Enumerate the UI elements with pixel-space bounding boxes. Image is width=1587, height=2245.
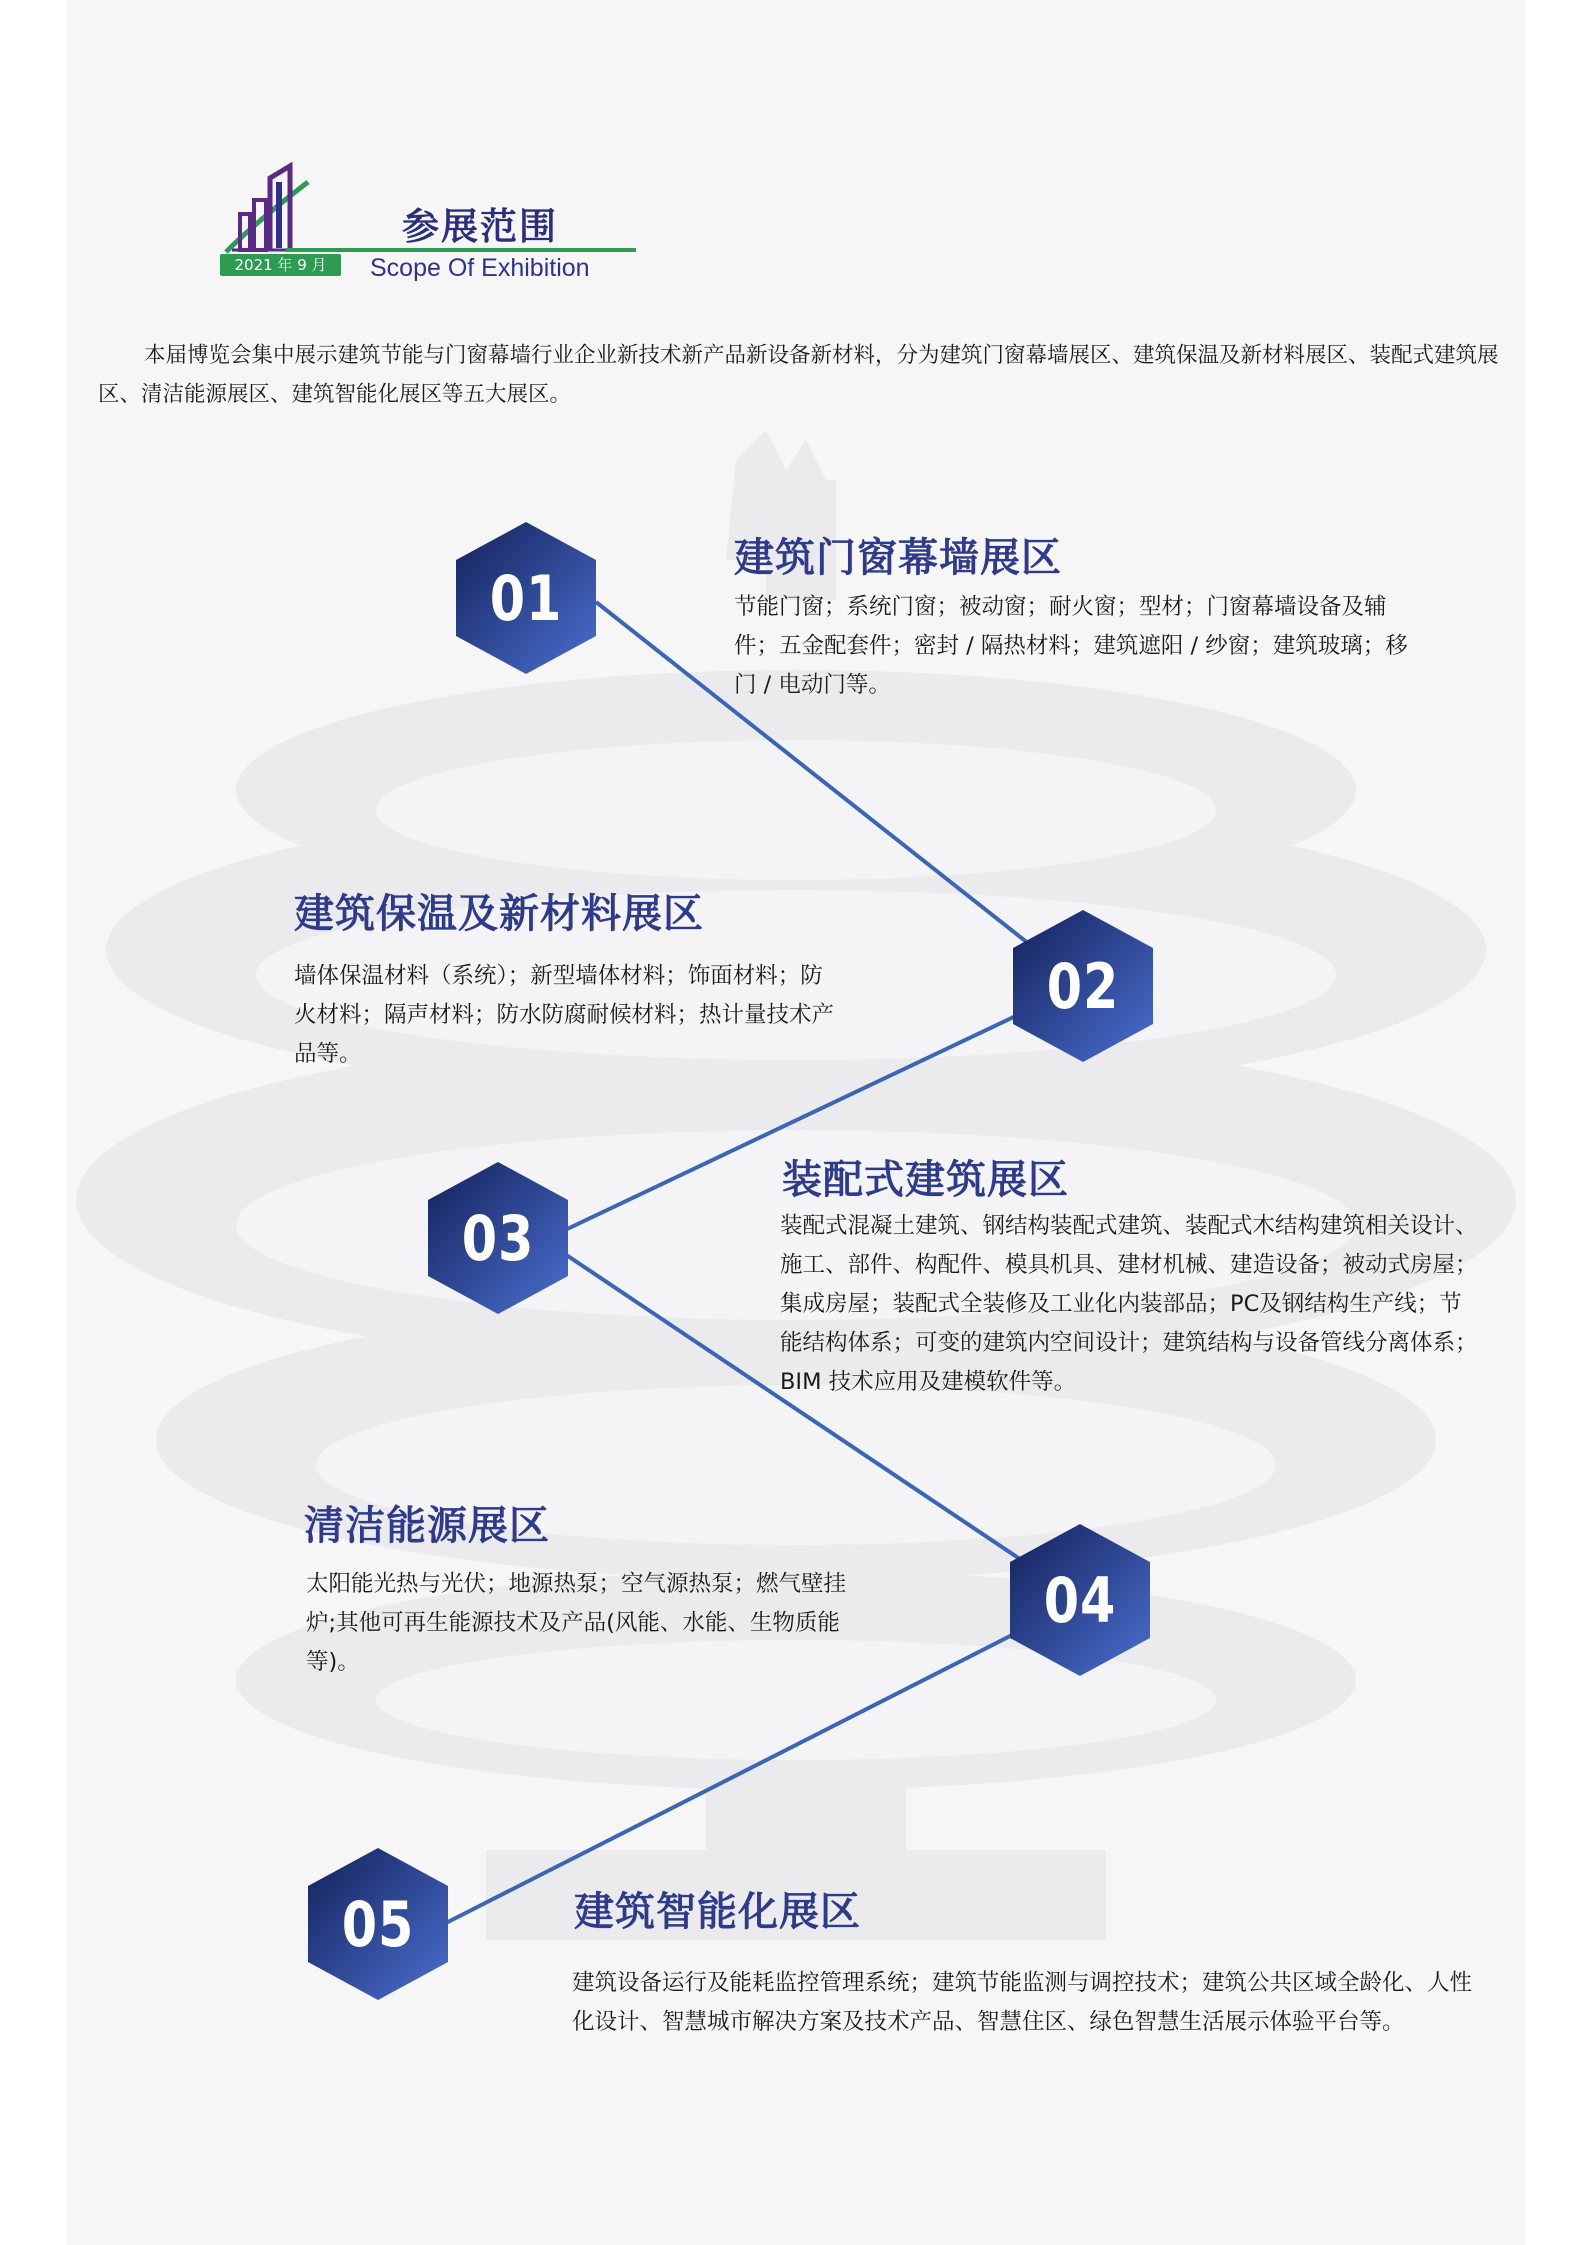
zone-title: 装配式建筑展区 — [782, 1157, 1069, 1203]
zone-number: 05 — [341, 1887, 415, 1961]
zone-number: 02 — [1046, 949, 1120, 1023]
zone-number-hexagon — [1013, 910, 1153, 1062]
zone-number: 04 — [1043, 1563, 1117, 1637]
zone-description: 节能门窗；系统门窗；被动窗；耐火窗；型材；门窗幕墙设备及辅件；五金配套件；密封 / 隔热材料；建筑遮阳 / 纱窗；建筑玻璃；移门 / 电动门等。 — [734, 594, 1408, 698]
intro-paragraph: 本届博览会集中展示建筑节能与门窗幕墙行业企业新技术新产品新设备新材料，分为建筑门窗幕墙展区、建筑保温及新材料展区、装配式建筑展区、清洁能源展区、建筑智能化展区等五大展区。 — [98, 343, 1499, 407]
zone-title: 清洁能源展区 — [304, 1503, 550, 1549]
zone-description: 装配式混凝土建筑、钢结构装配式建筑、装配式木结构建筑相关设计、施工、部件、构配件、模具机具、建材机械、建造设备；被动式房屋；集成房屋；装配式全装修及工业化内装部品；PC及钢结构生产线；节能结构体系；可变的建筑内空间设计；建筑结构与设备管线分离体系；BIM 技术应用及建模软件等。 — [780, 1213, 1478, 1395]
zone-number: 03 — [461, 1201, 535, 1275]
zone-number-hexagon — [428, 1162, 568, 1314]
page — [66, 0, 1526, 2245]
zone-number-hexagon — [456, 522, 596, 674]
zone-number-hexagon — [1010, 1524, 1150, 1676]
zone-description: 太阳能光热与光伏；地源热泵；空气源热泵；燃气壁挂炉;其他可再生能源技术及产品(风能、水能、生物质能等)。 — [306, 1571, 847, 1675]
zone-title: 建筑门窗幕墙展区 — [734, 535, 1062, 581]
zone-number: 01 — [489, 561, 563, 635]
zone-title: 建筑智能化展区 — [574, 1889, 861, 1935]
date-badge: 2021 年 9 月 — [220, 254, 341, 276]
zone-description: 建筑设备运行及能耗监控管理系统；建筑节能监测与调控技术；建筑公共区域全龄化、人性化设计、智慧城市解决方案及技术产品、智慧住区、绿色智慧生活展示体验平台等。 — [572, 1970, 1473, 2035]
zone-title: 建筑保温及新材料展区 — [294, 891, 704, 937]
page-subtitle: Scope Of Exhibition — [370, 254, 590, 282]
page-title: 参展范围 — [402, 205, 558, 248]
zone-number-hexagon — [308, 1848, 448, 2000]
zone-description: 墙体保温材料（系统）；新型墙体材料；饰面材料；防火材料；隔声材料；防水防腐耐候材料；热计量技术产品等。 — [294, 963, 835, 1067]
